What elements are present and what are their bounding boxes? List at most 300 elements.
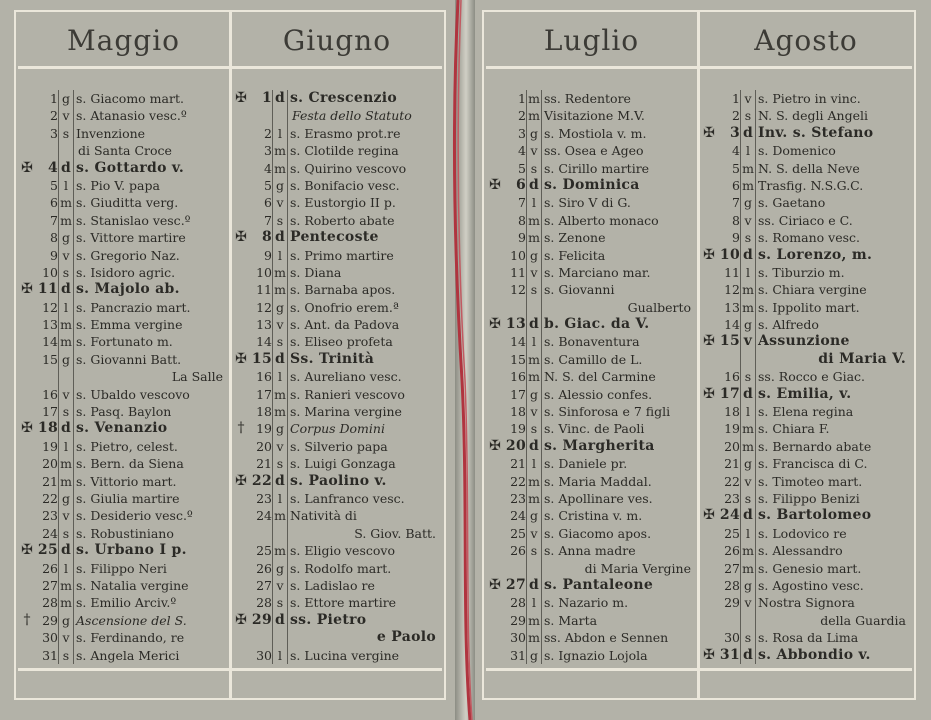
weekday-letter: m	[272, 142, 288, 159]
weekday-letter: s	[740, 490, 756, 507]
day-number: 28	[42, 595, 58, 611]
day-row	[232, 368, 442, 385]
day-saint: s. Luigi Gonzaga	[290, 456, 396, 472]
day-number: 4	[732, 143, 740, 159]
weekday-letter: g	[526, 247, 542, 264]
day-number: 22	[251, 472, 272, 489]
day-row	[700, 368, 912, 385]
day-number: 18	[37, 420, 58, 437]
weekday-letter: l	[526, 594, 542, 611]
left-bottom-rule	[18, 668, 442, 671]
day-row	[232, 160, 442, 177]
day-saint: s. Onofrio erem.ª	[290, 299, 399, 315]
weekday-letter: l	[272, 490, 288, 507]
day-saint: Nostra Signora	[758, 595, 855, 611]
cross-icon: ✠	[489, 576, 501, 593]
day-number: 26	[42, 560, 58, 576]
day-row	[700, 316, 912, 333]
day-number: 20	[42, 456, 58, 472]
day-number: 8	[50, 230, 58, 246]
day-number: 24	[42, 525, 58, 541]
day-saint: s. Marina vergine	[290, 404, 402, 420]
day-number: 9	[50, 247, 58, 263]
day-number: 19	[42, 438, 58, 454]
day-number: 22	[724, 473, 740, 489]
weekday-letter: d	[740, 247, 756, 264]
day-saint: s. Nazario m.	[544, 595, 629, 611]
cross-icon: ✠	[235, 611, 247, 628]
weekday-letter: d	[526, 177, 542, 194]
day-number: 29	[510, 612, 526, 628]
day-saint: s. Isidoro agric.	[76, 264, 176, 280]
day-row	[486, 455, 697, 472]
day-number: 18	[724, 404, 740, 420]
weekday-letter: m	[272, 160, 288, 177]
day-row	[232, 177, 442, 194]
day-number: 9	[518, 230, 526, 246]
day-continuation	[18, 142, 229, 159]
weekday-letter: m	[58, 455, 74, 472]
cross-icon: ✠	[21, 420, 33, 437]
day-saint: s. Pasq. Baylon	[76, 404, 172, 420]
day-row	[486, 490, 697, 507]
weekday-letter: l	[58, 299, 74, 316]
weekday-letter: m	[526, 473, 542, 490]
day-saint: s. Paolino v.	[290, 472, 387, 489]
weekday-letter: l	[740, 142, 756, 159]
weekday-letter: d	[740, 386, 756, 403]
day-row	[486, 577, 697, 594]
day-number: 16	[42, 386, 58, 402]
weekday-letter: m	[740, 160, 756, 177]
day-row	[700, 403, 912, 420]
weekday-letter: m	[58, 194, 74, 211]
day-saint: s. Vittore martire	[76, 230, 186, 246]
month-column-agosto	[700, 10, 912, 700]
day-number: 4	[518, 143, 526, 159]
day-saint: s. Pietro in vinc.	[758, 91, 861, 106]
day-row	[486, 403, 697, 420]
day-continuation	[486, 299, 697, 316]
day-row	[18, 612, 229, 629]
day-row	[18, 177, 229, 194]
day-saint: s. Lanfranco vesc.	[290, 490, 405, 506]
day-number: 5	[50, 177, 58, 193]
day-row	[486, 629, 697, 646]
day-row	[486, 281, 697, 298]
day-row	[700, 229, 912, 246]
day-saint: s. Eligio vescovo	[290, 543, 395, 559]
cross-icon: ✠	[21, 159, 33, 176]
day-saint: s. Lorenzo, m.	[758, 246, 873, 263]
cross-icon: ✠	[489, 316, 501, 333]
day-saint: della Guardia	[820, 612, 906, 628]
day-number: 30	[256, 647, 272, 663]
day-number: 13	[256, 317, 272, 333]
day-number: 28	[724, 577, 740, 593]
day-number: 14	[42, 334, 58, 350]
day-row	[18, 577, 229, 594]
day-number: 22	[42, 490, 58, 506]
weekday-letter: s	[58, 525, 74, 542]
day-number: 10	[256, 264, 272, 280]
day-row	[18, 386, 229, 403]
day-saint: s. Giovanni Batt.	[76, 351, 182, 367]
day-saint: N. S. della Neve	[758, 160, 860, 176]
weekday-letter: m	[272, 403, 288, 420]
day-row	[232, 125, 442, 142]
day-row	[232, 507, 442, 524]
day-row	[18, 490, 229, 507]
day-saint: s. Timoteo mart.	[758, 473, 863, 489]
day-row	[18, 107, 229, 124]
day-saint: s. Eustorgio II p.	[290, 195, 396, 211]
day-row	[232, 194, 442, 211]
day-saint: s. Alessio confes.	[544, 386, 653, 402]
day-row	[486, 160, 697, 177]
weekday-letter: s	[740, 629, 756, 646]
day-number: 12	[510, 282, 526, 298]
day-number: 10	[510, 247, 526, 263]
day-saint: s. Agostino vesc.	[758, 577, 864, 593]
day-row	[486, 507, 697, 524]
weekday-letter: d	[526, 577, 542, 594]
day-saint: s. Lucina vergine	[290, 647, 400, 663]
day-list	[486, 90, 697, 664]
day-number: 25	[510, 525, 526, 541]
weekday-letter: g	[58, 490, 74, 507]
day-number: 8	[518, 212, 526, 228]
day-saint: s. Diana	[290, 264, 342, 280]
day-saint: s. Giovanni	[544, 282, 615, 298]
day-number: 19	[256, 421, 272, 437]
day-row	[700, 90, 912, 107]
weekday-letter: v	[272, 577, 288, 594]
day-saint: s. Filippo Benizi	[758, 490, 860, 506]
day-saint: Inv. s. Stefano	[758, 124, 874, 141]
day-row	[232, 612, 442, 629]
day-row	[18, 629, 229, 646]
day-number: 29	[251, 611, 272, 628]
weekday-letter: s	[740, 107, 756, 124]
weekday-letter: l	[740, 525, 756, 542]
day-number: 18	[256, 404, 272, 420]
day-saint: s. Genesio mart.	[758, 560, 862, 576]
day-saint: ss. Ciriaco e C.	[758, 212, 853, 228]
day-row	[232, 420, 442, 437]
day-row	[486, 125, 697, 142]
day-saint: s. Vinc. de Paoli	[544, 421, 645, 437]
day-saint: Pentecoste	[290, 229, 379, 246]
day-saint: Trasfig. N.S.G.C.	[758, 177, 864, 193]
day-row	[18, 438, 229, 455]
day-row	[18, 212, 229, 229]
day-number: 12	[42, 299, 58, 315]
day-row	[232, 229, 442, 246]
day-saint: s. Ippolito mart.	[758, 299, 860, 315]
month-column-maggio	[18, 10, 229, 700]
day-saint: Visitazione M.V.	[544, 108, 645, 124]
day-row	[232, 560, 442, 577]
weekday-letter: m	[58, 333, 74, 350]
weekday-letter: v	[58, 107, 74, 124]
day-row	[232, 264, 442, 281]
day-number: 15	[719, 333, 740, 350]
day-number: 3	[50, 125, 58, 141]
weekday-letter: g	[58, 229, 74, 246]
day-saint: s. Fortunato m.	[76, 334, 173, 350]
day-saint: Gualberto	[627, 299, 691, 315]
day-row	[700, 473, 912, 490]
day-row	[18, 560, 229, 577]
day-saint: s. Vittorio mart.	[76, 473, 177, 489]
day-saint: ss. Abdon e Sennen	[544, 630, 669, 646]
day-saint: s. Gottardo v.	[76, 159, 185, 176]
day-number: 24	[256, 508, 272, 524]
day-number: 16	[724, 369, 740, 385]
day-number: 11	[724, 264, 740, 280]
cross-icon: ✠	[489, 176, 501, 193]
day-saint: s. Crescenzio	[290, 90, 398, 106]
weekday-letter: v	[740, 473, 756, 490]
day-saint: s. Natalia vergine	[76, 577, 189, 593]
day-saint: e Paolo	[376, 629, 436, 646]
day-number: 17	[719, 385, 740, 402]
cross-icon: ✠	[703, 646, 715, 663]
weekday-letter: g	[58, 612, 74, 629]
day-row	[486, 542, 697, 559]
weekday-letter: g	[526, 507, 542, 524]
weekday-letter: m	[272, 281, 288, 298]
day-number: 3	[518, 125, 526, 141]
day-row	[700, 542, 912, 559]
weekday-letter: s	[526, 542, 542, 559]
day-number: 11	[510, 264, 526, 280]
weekday-letter: m	[740, 420, 756, 437]
day-number: 13	[724, 299, 740, 315]
cross-icon: ✠	[235, 350, 247, 367]
weekday-letter: l	[272, 647, 288, 664]
weekday-letter: m	[272, 386, 288, 403]
weekday-column	[58, 368, 74, 385]
day-saint: s. Mostiola v. m.	[544, 125, 647, 141]
day-number: 6	[732, 177, 740, 193]
weekday-letter: s	[58, 125, 74, 142]
day-saint: s. Cristina v. m.	[544, 508, 643, 524]
day-number: 25	[724, 525, 740, 541]
weekday-column	[526, 560, 542, 577]
day-row	[700, 455, 912, 472]
weekday-letter: m	[526, 212, 542, 229]
day-saint: s. Stanislao vesc.º	[76, 212, 191, 228]
day-saint: S. Giov. Batt.	[354, 525, 436, 541]
day-saint: s. Ignazio Lojola	[544, 647, 648, 663]
weekday-letter: l	[58, 177, 74, 194]
day-number: 2	[732, 108, 740, 124]
weekday-letter: s	[526, 281, 542, 298]
day-row	[700, 333, 912, 350]
day-row	[700, 594, 912, 611]
weekday-letter: v	[58, 507, 74, 524]
day-saint: s. Pantaleone	[544, 576, 654, 593]
weekday-letter: m	[526, 612, 542, 629]
day-row	[486, 316, 697, 333]
weekday-letter: m	[272, 264, 288, 281]
day-row	[486, 612, 697, 629]
day-row	[232, 142, 442, 159]
day-number: 19	[724, 421, 740, 437]
day-saint: s. Filippo Neri	[76, 560, 167, 576]
day-number: 21	[724, 456, 740, 472]
day-row	[18, 420, 229, 437]
weekday-column	[272, 629, 288, 646]
day-saint: s. Emma vergine	[76, 317, 183, 333]
day-saint: s. Chiara F.	[758, 421, 830, 437]
day-saint: s. Domenico	[758, 143, 836, 159]
day-row	[232, 455, 442, 472]
day-saint: s. Ferdinando, re	[76, 630, 185, 646]
day-number: 7	[264, 212, 272, 228]
weekday-letter: v	[58, 386, 74, 403]
weekday-letter: g	[526, 647, 542, 664]
day-row	[700, 264, 912, 281]
day-number: 10	[719, 246, 740, 263]
weekday-letter: m	[526, 490, 542, 507]
weekday-letter: s	[58, 403, 74, 420]
day-saint: s. Giacomo apos.	[544, 525, 652, 541]
weekday-letter: v	[740, 90, 756, 107]
weekday-letter: g	[526, 125, 542, 142]
day-number: 14	[510, 334, 526, 350]
day-saint: s. Emilio Arciv.º	[76, 595, 177, 611]
cross-icon: ✠	[703, 246, 715, 263]
month-column-giugno	[232, 10, 442, 700]
cross-icon: ✠	[703, 385, 715, 402]
day-number: 31	[510, 647, 526, 663]
day-number: 28	[256, 595, 272, 611]
day-saint: N. S. degli Angeli	[758, 108, 868, 124]
day-number: 27	[42, 577, 58, 593]
day-row	[232, 386, 442, 403]
day-saint: Natività di	[290, 508, 357, 524]
day-number: 5	[264, 177, 272, 193]
day-row	[486, 212, 697, 229]
weekday-letter: s	[58, 647, 74, 664]
weekday-letter: v	[740, 333, 756, 350]
day-saint: s. Gregorio Naz.	[76, 247, 180, 263]
weekday-letter: s	[526, 160, 542, 177]
weekday-letter: s	[272, 455, 288, 472]
day-row	[18, 194, 229, 211]
day-number: 23	[510, 490, 526, 506]
day-saint: s. Zenone	[544, 230, 606, 246]
day-row	[232, 281, 442, 298]
day-row	[18, 281, 229, 298]
day-row	[486, 247, 697, 264]
day-saint: s. Erasmo prot.re	[290, 125, 401, 141]
weekday-letter: v	[740, 594, 756, 611]
day-number: 16	[510, 369, 526, 385]
day-row	[232, 299, 442, 316]
weekday-letter: s	[272, 212, 288, 229]
day-saint: s. Lodovico re	[758, 525, 847, 541]
day-row	[486, 333, 697, 350]
day-number: 29	[724, 595, 740, 611]
day-saint: s. Angela Merici	[76, 647, 180, 663]
day-number: 17	[42, 404, 58, 420]
day-number: 30	[510, 630, 526, 646]
day-saint: Ascensione del S.	[76, 612, 187, 628]
weekday-letter: m	[526, 229, 542, 246]
day-row	[232, 316, 442, 333]
day-number: 26	[724, 543, 740, 559]
day-saint: s. Pancrazio mart.	[76, 299, 191, 315]
day-row	[700, 629, 912, 646]
weekday-letter: d	[740, 507, 756, 524]
weekday-letter: l	[272, 125, 288, 142]
day-saint: s. Maria Maddal.	[544, 473, 652, 489]
day-number: 27	[724, 560, 740, 576]
day-saint: Festa dello Statuto	[292, 108, 412, 124]
day-number: 31	[42, 647, 58, 663]
day-number: 20	[724, 438, 740, 454]
day-row	[486, 368, 697, 385]
weekday-column	[526, 299, 542, 316]
day-saint: s. Tiburzio m.	[758, 264, 845, 280]
day-row	[486, 386, 697, 403]
day-number: 4	[47, 159, 58, 176]
weekday-letter: m	[58, 212, 74, 229]
weekday-letter: l	[526, 455, 542, 472]
day-saint: s. Emilia, v.	[758, 385, 852, 402]
day-number: 17	[256, 386, 272, 402]
weekday-letter: m	[272, 507, 288, 524]
weekday-letter: l	[526, 194, 542, 211]
day-number: 24	[510, 508, 526, 524]
ribbon-thread	[448, 0, 478, 720]
day-number: 8	[732, 212, 740, 228]
weekday-letter: m	[526, 107, 542, 124]
day-saint: s. Ladislao re	[290, 577, 375, 593]
dagger-icon: †	[23, 611, 31, 628]
day-saint: s. Siro V di G.	[544, 195, 631, 211]
day-row	[18, 647, 229, 664]
day-number: 25	[256, 543, 272, 559]
day-number: 1	[732, 91, 740, 106]
day-number: 15	[42, 351, 58, 367]
weekday-column	[740, 612, 756, 629]
day-number: 26	[510, 543, 526, 559]
day-saint: s. Francisca di C.	[758, 456, 868, 472]
day-number: 5	[732, 160, 740, 176]
day-saint: s. Giulia martire	[76, 490, 180, 506]
day-number: 12	[256, 299, 272, 315]
weekday-letter: m	[526, 351, 542, 368]
day-row	[700, 160, 912, 177]
day-number: 31	[719, 646, 740, 663]
weekday-letter: v	[272, 194, 288, 211]
day-saint: s. Abbondio v.	[758, 646, 871, 663]
day-saint: s. Daniele pr.	[544, 456, 628, 472]
weekday-letter: m	[740, 560, 756, 577]
day-saint: s. Barnaba apos.	[290, 282, 396, 298]
day-row	[232, 490, 442, 507]
day-row	[486, 473, 697, 490]
day-number: 11	[37, 281, 58, 298]
day-saint: s. Ant. da Padova	[290, 317, 400, 333]
day-continuation	[232, 525, 442, 542]
day-saint: di Maria Vergine	[584, 560, 691, 576]
